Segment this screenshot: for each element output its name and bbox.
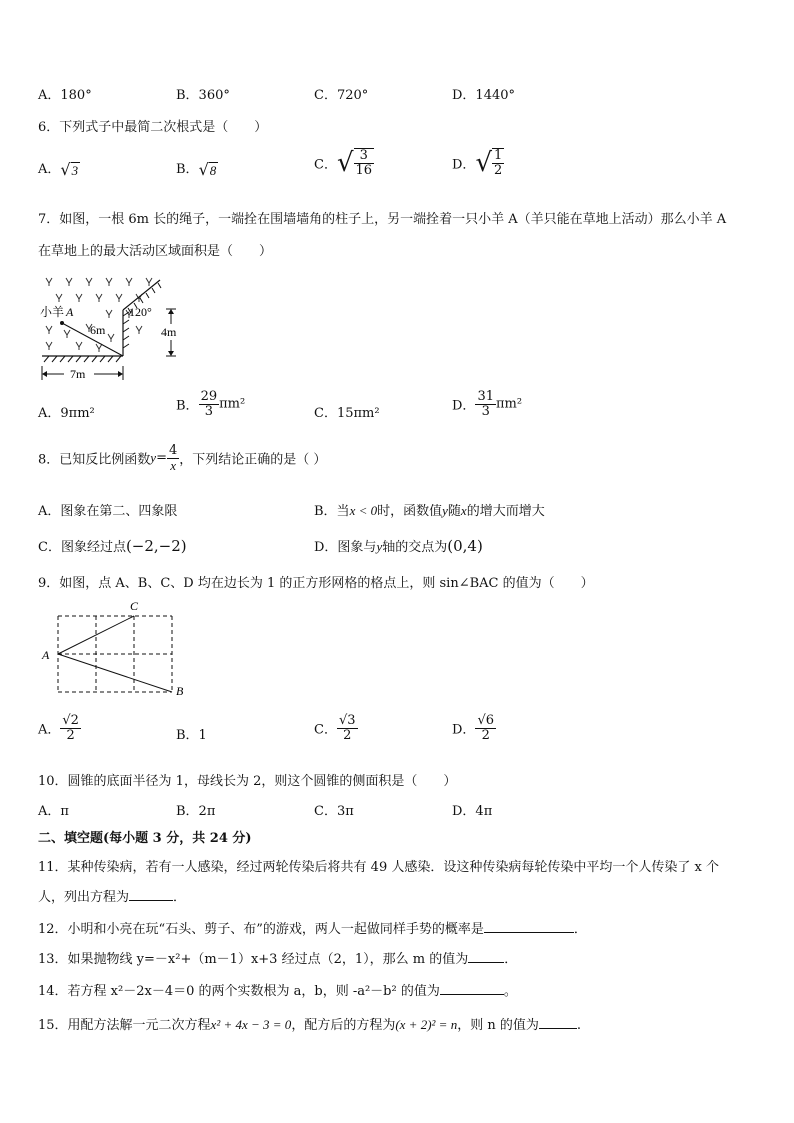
q6-option-a-label: A． bbox=[38, 162, 61, 177]
q6-a-radicand: 3 bbox=[71, 163, 79, 178]
q10-option-a: A．π bbox=[38, 804, 69, 819]
q8-c-pre: C．图象经过点 bbox=[38, 540, 126, 555]
q8-y: y bbox=[150, 450, 157, 466]
q6-d-numerator: 1 bbox=[494, 148, 503, 164]
q7-option-d-label: D． bbox=[452, 398, 476, 414]
q8-b-mid: 时，函数值 bbox=[377, 504, 443, 519]
q9-d-denominator: 2 bbox=[481, 727, 490, 743]
q5-option-d: D．1440° bbox=[452, 88, 516, 103]
q15-pre: 15．用配方法解一元二次方程 bbox=[38, 1018, 211, 1033]
q6-d-denominator: 2 bbox=[494, 163, 503, 178]
q9-option-a bbox=[38, 714, 81, 742]
segment-ac bbox=[58, 616, 134, 654]
width-arrow-left bbox=[42, 371, 47, 377]
q8-b-x: x bbox=[460, 503, 467, 518]
q7-b-numerator: 29 bbox=[200, 389, 218, 404]
q6-option-a-sqrt: √3 bbox=[60, 160, 79, 179]
q8-fraction bbox=[167, 444, 179, 472]
q8-stem-post: ，下列结论正确的是（ ） bbox=[179, 452, 327, 468]
q9-a-label: A． bbox=[38, 722, 61, 738]
q5-option-b: B．360° bbox=[176, 88, 230, 103]
q8-c-point: (−2,−2) bbox=[125, 537, 187, 555]
q11-answer-blank[interactable] bbox=[129, 888, 173, 901]
q8-eq: = bbox=[156, 450, 167, 466]
q10-option-c: C．3π bbox=[314, 804, 354, 819]
q13-pre: 13．如果抛物线 y=－x²+（m－1）x+3 经过点（2，1），那么 m 的值为 bbox=[38, 952, 469, 967]
q10-stem: 10．圆锥的底面半径为 1，母线长为 2，则这个圆锥的侧面积是（ ） bbox=[38, 774, 457, 789]
q5-option-c: C．720° bbox=[314, 88, 369, 103]
q12-post: ． bbox=[573, 922, 587, 937]
q9-option-a-fraction bbox=[60, 714, 81, 742]
q8-option-d bbox=[314, 536, 483, 555]
q8-stem-pre: 8．已知反比例函数 bbox=[38, 452, 151, 468]
q6-option-b bbox=[176, 158, 218, 179]
q13-post: ． bbox=[504, 952, 518, 967]
q15-post: . bbox=[576, 1018, 581, 1033]
width-arrow-right bbox=[118, 371, 123, 377]
q9-d-numerator: √6 bbox=[477, 713, 494, 728]
q9-figure bbox=[36, 596, 196, 700]
q7-option-d bbox=[452, 390, 522, 418]
q12-pre: 12．小明和小亮在玩“石头、剪子、布”的游戏，两人一起做同样手势的概率是 bbox=[38, 922, 484, 937]
q8-b-post: 的增大而增大 bbox=[466, 504, 545, 519]
q6-b-radicand: 8 bbox=[209, 163, 217, 178]
bottom-wall-hatch bbox=[44, 356, 121, 362]
q15-answer-blank[interactable] bbox=[539, 1016, 577, 1029]
q12 bbox=[38, 918, 587, 937]
q10-option-b: B．2π bbox=[176, 804, 216, 819]
q8-option-b bbox=[314, 500, 545, 519]
point-a-label: A bbox=[66, 305, 74, 319]
q6-option-d-fraction bbox=[492, 148, 504, 177]
q8-b-math: x < 0 bbox=[349, 503, 378, 518]
q6-option-d: D．√ $\frac{1}{2}$ bbox=[452, 148, 503, 178]
q9-stem: 9．如图，点 A、B、C、D 均在边长为 1 的正方形网格的格点上，则 sin∠BAC 的值为（ ） bbox=[38, 576, 594, 591]
q7-option-a: A．9πm² bbox=[38, 406, 95, 421]
q14 bbox=[38, 980, 517, 999]
q15-equation: x² + 4x − 3 = 0 bbox=[210, 1017, 292, 1032]
q13-answer-blank[interactable] bbox=[468, 950, 504, 963]
q7-figure bbox=[36, 272, 186, 384]
q7-option-d-fraction bbox=[475, 390, 496, 418]
point-c: C bbox=[130, 599, 139, 613]
q7-stem-line2: 在草地上的最大活动区域面积是（ ） bbox=[38, 244, 273, 259]
q8-d-pre: D．图象与 bbox=[314, 540, 377, 555]
point-b: B bbox=[176, 684, 184, 698]
section-fill-in-title: 二、填空题(每小题 3 分，共 24 分) bbox=[38, 831, 252, 846]
q14-pre: 14．若方程 x²－2x－4＝0 的两个实数根为 a，b，则 -a²－b² 的值为 bbox=[38, 984, 440, 999]
q8-b-pre: B．当 bbox=[314, 504, 350, 519]
q9-a-numerator: √2 bbox=[62, 713, 79, 728]
sheep-point bbox=[60, 321, 64, 325]
q8-stem bbox=[38, 444, 326, 472]
q9-c-numerator: √3 bbox=[338, 713, 356, 728]
q8-d-point: (0,4) bbox=[447, 537, 483, 555]
q9-option-d bbox=[452, 714, 496, 742]
q7-b-denominator: 3 bbox=[204, 403, 213, 419]
q9-c-denominator: 2 bbox=[343, 727, 352, 743]
q15 bbox=[38, 1014, 581, 1033]
q7-stem-line1: 7．如图，一根 6m 长的绳子，一端拴在围墙墙角的柱子上，另一端拴着一只小羊 A（羊只能在草地上活动）那么小羊 A bbox=[38, 212, 727, 227]
q15-mid: ，配方后的方程为 bbox=[291, 1018, 396, 1033]
q6-option-c: C．√ $\frac{3}{16}$ bbox=[314, 148, 373, 178]
height-arrow-down bbox=[168, 351, 174, 356]
height-label: 4m bbox=[161, 325, 177, 339]
q8-denominator: x bbox=[170, 457, 176, 473]
q9-option-b: B．1 bbox=[176, 728, 207, 743]
q5-option-a: A．180° bbox=[38, 88, 92, 103]
rope-length-label: 6m bbox=[90, 323, 106, 337]
q6-option-a bbox=[38, 158, 80, 179]
angle-label: 120° bbox=[129, 305, 152, 319]
q6-option-b-label: B． bbox=[176, 162, 199, 177]
q11-line2-post: ． bbox=[173, 890, 187, 905]
q11-line1: 11．某种传染病，若有一人感染，经过两轮传染后将共有 49 人感染．设这种传染病每轮传染中平均一个人传染了 x 个 bbox=[38, 860, 719, 875]
q13 bbox=[38, 948, 517, 967]
q9-option-d-fraction bbox=[475, 714, 496, 742]
width-label: 7m bbox=[70, 367, 86, 381]
q7-b-unit: πm² bbox=[219, 396, 246, 412]
q9-option-c-fraction bbox=[337, 714, 358, 742]
q9-option-c bbox=[314, 714, 358, 742]
q6-stem: 6．下列式子中最简二次根式是（ ） bbox=[38, 120, 268, 135]
q12-answer-blank[interactable] bbox=[484, 920, 574, 933]
q8-numerator: 4 bbox=[168, 443, 178, 458]
q6-option-d-label: D． bbox=[452, 157, 476, 173]
q15-completed-square: (x + 2)² = n bbox=[395, 1017, 458, 1032]
q7-option-b-label: B． bbox=[176, 398, 199, 414]
q7-option-c: C．15πm² bbox=[314, 406, 380, 421]
q8-d-y: y bbox=[376, 539, 383, 554]
q7-d-numerator: 31 bbox=[477, 389, 494, 404]
q8-b-mid2: 随 bbox=[447, 504, 461, 519]
q8-option-c bbox=[38, 536, 187, 555]
q9-grid bbox=[58, 616, 172, 692]
q6-option-c-label: C． bbox=[314, 157, 337, 173]
q14-post: 。 bbox=[503, 984, 517, 999]
segment-ab bbox=[58, 654, 172, 692]
q6-c-numerator: 3 bbox=[354, 149, 375, 164]
q6-option-c-fraction bbox=[354, 148, 375, 177]
point-a: A bbox=[42, 648, 50, 662]
q11-line2 bbox=[38, 886, 186, 905]
q9-a-denominator: 2 bbox=[66, 727, 75, 743]
q9-d-label: D． bbox=[452, 722, 476, 738]
q8-d-mid: 轴的交点为 bbox=[382, 540, 448, 555]
sheep-label: 小羊 bbox=[40, 305, 65, 319]
q7-option-b bbox=[176, 390, 245, 418]
q6-c-denominator: 16 bbox=[355, 163, 373, 178]
height-arrow-up bbox=[168, 309, 174, 314]
q7-option-b-fraction bbox=[199, 390, 220, 418]
q10-option-d: D．4π bbox=[452, 804, 493, 819]
q8-option-a: A．图象在第二、四象限 bbox=[38, 504, 178, 519]
q11-line2-pre: 人，列出方程为 bbox=[38, 890, 130, 905]
q7-d-denominator: 3 bbox=[481, 403, 490, 419]
q14-answer-blank[interactable] bbox=[440, 982, 504, 995]
q7-d-unit: πm² bbox=[495, 396, 523, 412]
q9-c-label: C． bbox=[314, 722, 337, 738]
q8-b-y: y bbox=[442, 503, 448, 518]
q6-option-b-sqrt: √8 bbox=[198, 160, 217, 179]
q15-mid2: ，则 n 的值为 bbox=[457, 1018, 539, 1033]
